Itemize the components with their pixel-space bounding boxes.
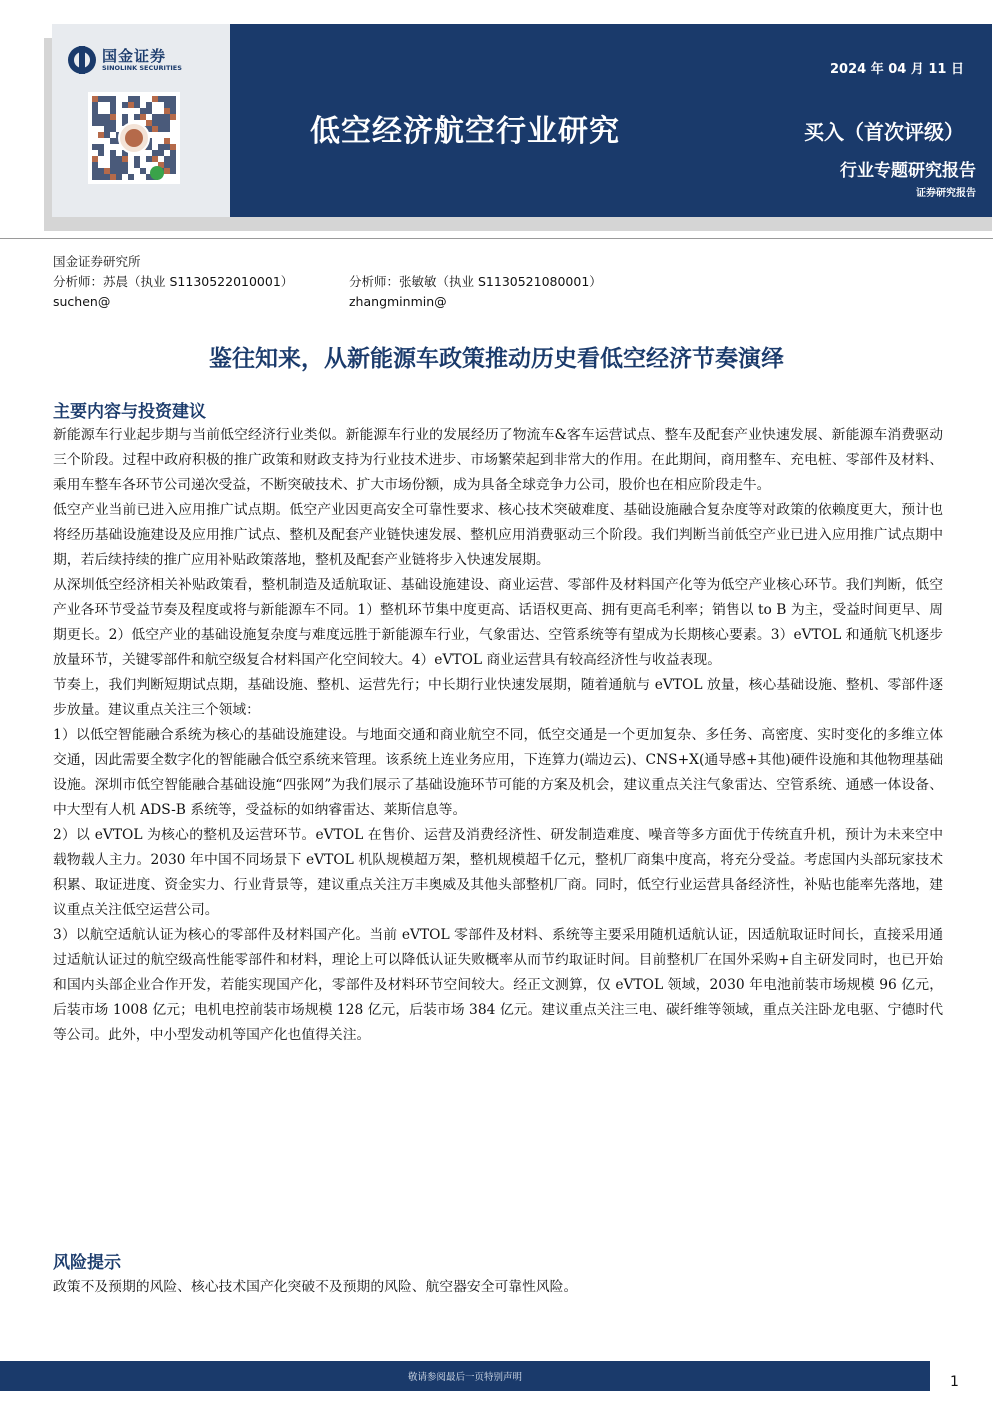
analyst-2: 分析师：张敏敏（执业 S1130521080001） — [349, 274, 602, 289]
footer-bar — [0, 1361, 930, 1391]
sinolink-logo-icon — [68, 46, 96, 74]
page-number: 1 — [950, 1374, 959, 1390]
analyst-1: 分析师：苏晨（执业 S1130522010001） — [53, 274, 294, 289]
analyst-1-email[interactable]: suchen@ — [53, 294, 111, 309]
paragraph: 新能源车行业起步期与当前低空经济行业类似。新能源车行业的发展经历了物流车&客车运营试点、整车及配套产业快速发展、新能源车消费驱动三个阶段。过程中政府积极的推广政策和财政支持为行业技术进步、市场繁荣起到非常大的作用。在此期间，商用整车、充电桩、零部件及材料、乘用车整车各环节公司递次受益，不断突破技术、扩大市场份额，成为具备全球竞争力公司，股价也在相应阶段走牛。 — [53, 427, 943, 493]
report-type: 行业专题研究报告 — [840, 161, 976, 181]
divider — [0, 238, 993, 239]
headline: 鉴往知来，从新能源车政策推动历史看低空经济节奏演绎 — [209, 346, 784, 372]
summary-body — [53, 423, 943, 1048]
logo-en-text: SINOLINK SECURITIES — [102, 63, 182, 72]
header-banner — [52, 24, 992, 217]
company-logo — [68, 46, 182, 74]
section-title-risk: 风险提示 — [53, 1253, 121, 1273]
paragraph: 节奏上，我们判断短期试点期，基础设施、整机、运营先行；中长期行业快速发展期，随着通航与 eVTOL 放量，核心基础设施、整机、零部件逐步放量。建议重点关注三个领域： — [53, 677, 943, 718]
banner-left-panel — [52, 24, 230, 217]
investment-rating: 买入（首次评级） — [804, 120, 964, 144]
footer-disclaimer: 敬请参阅最后一页特别声明 — [407, 1372, 522, 1383]
paragraph: 3）以航空适航认证为核心的零部件及材料国产化。当前 eVTOL 零部件及材料、系统等主要采用随机适航认证，因适航取证时间长，直接采用通过适航认证过的航空级高性能零部件和材料，理论上可以降低认证失败概率从而节约取证时间。目前整机厂在国外采购+自主研发同时，也已开始和国内头部企业合作开发，若能实现国产化，零部件及材料环节空间较大。经正文测算，仅 eVTOL 领域，2030 年电池前装市场规模 96 亿元，后装市场 1008 亿元；电机电控前装市场规模 128 亿元，后装市场 384 亿元。建议重点关注三电、碳纤维等领域，重点关注卧龙电驱、宁德时代等公司。此外，中小型发动机等国产化也值得关注。 — [53, 927, 943, 1043]
section-title-summary: 主要内容与投资建议 — [53, 402, 206, 422]
paragraph: 2）以 eVTOL 为核心的整机及运营环节。eVTOL 在售价、运营及消费经济性、研发制造难度、噪音等多方面优于传统直升机，预计为未来空中载物载人主力。2030 年中国不同场景下 eVTOL 机队规模超万架，整机规模超千亿元，整机厂商集中度高，将充分受益。考虑国内头部玩家技术积累、取证进度、资金实力、行业背景等，建议重点关注万丰奥威及其他头部整机厂商。同时，低空行业运营具备经济性，补贴也能率先落地，建议重点关注低空运营公司。 — [53, 827, 943, 918]
paragraph: 政策不及预期的风险、核心技术国产化突破不及预期的风险、航空器安全可靠性风险。 — [53, 1279, 578, 1295]
paragraph: 1）以低空智能融合系统为核心的基础设施建设。与地面交通和商业航空不同，低空交通是一个更加复杂、多任务、高密度、实时变化的多维立体交通，因此需要全数字化的智能融合低空系统来管理。该系统上连业务应用，下连算力(端边云)、CNS+X(通导感+其他)硬件设施和其他物理基础设施。深圳市低空智能融合基础设施“四张网”为我们展示了基础设施环节可能的方案及机会，建议重点关注气象雷达、空管系统、通感一体设备、中大型有人机 ADS-B 系统等，受益标的如纳睿雷达、莱斯信息等。 — [53, 727, 943, 818]
analyst-2-email[interactable]: zhangminmin@ — [349, 294, 447, 309]
logo-cn-text: 国金证券 — [102, 46, 167, 65]
paragraph: 从深圳低空经济相关补贴政策看，整机制造及适航取证、基础设施建设、商业运营、零部件及材料国产化等为低空产业核心环节。我们判断，低空产业各环节受益节奏及程度或将与新能源车不同。1）整机环节集中度更高、话语权更高、拥有更高毛利率；销售以 to B 为主，受益时间更早、周期更长。2）低空产业的基础设施复杂度与难度远胜于新能源车行业，气象雷达、空管系统等有望成为长期核心要素。3）eVTOL 和通航飞机逐步放量环节，关键零部件和航空级复合材料国产化空间较大。4）eVTOL 商业运营具有较高经济性与收益表现。 — [53, 577, 943, 668]
report-subtype: 证券研究报告 — [916, 188, 976, 199]
report-date: 2024 年 04 月 11 日 — [830, 62, 964, 77]
institute-name: 国金证券研究所 — [53, 254, 141, 269]
risk-body — [53, 1275, 943, 1300]
wechat-qr-code-icon — [88, 92, 180, 184]
report-title: 低空经济航空行业研究 — [310, 114, 620, 149]
analyst-info — [53, 252, 602, 312]
paragraph: 低空产业当前已进入应用推广试点期。低空产业因更高安全可靠性要求、核心技术突破难度、基础设施融合复杂度等对政策的依赖度更大，预计也将经历基础设施建设及应用推广试点、整机及配套产业链快速发展、整机应用消费驱动三个阶段。我们判断当前低空产业已进入应用推广试点期中期，若后续持续的推广应用补贴政策落地，整机及配套产业链将步入快速发展期。 — [53, 502, 943, 568]
